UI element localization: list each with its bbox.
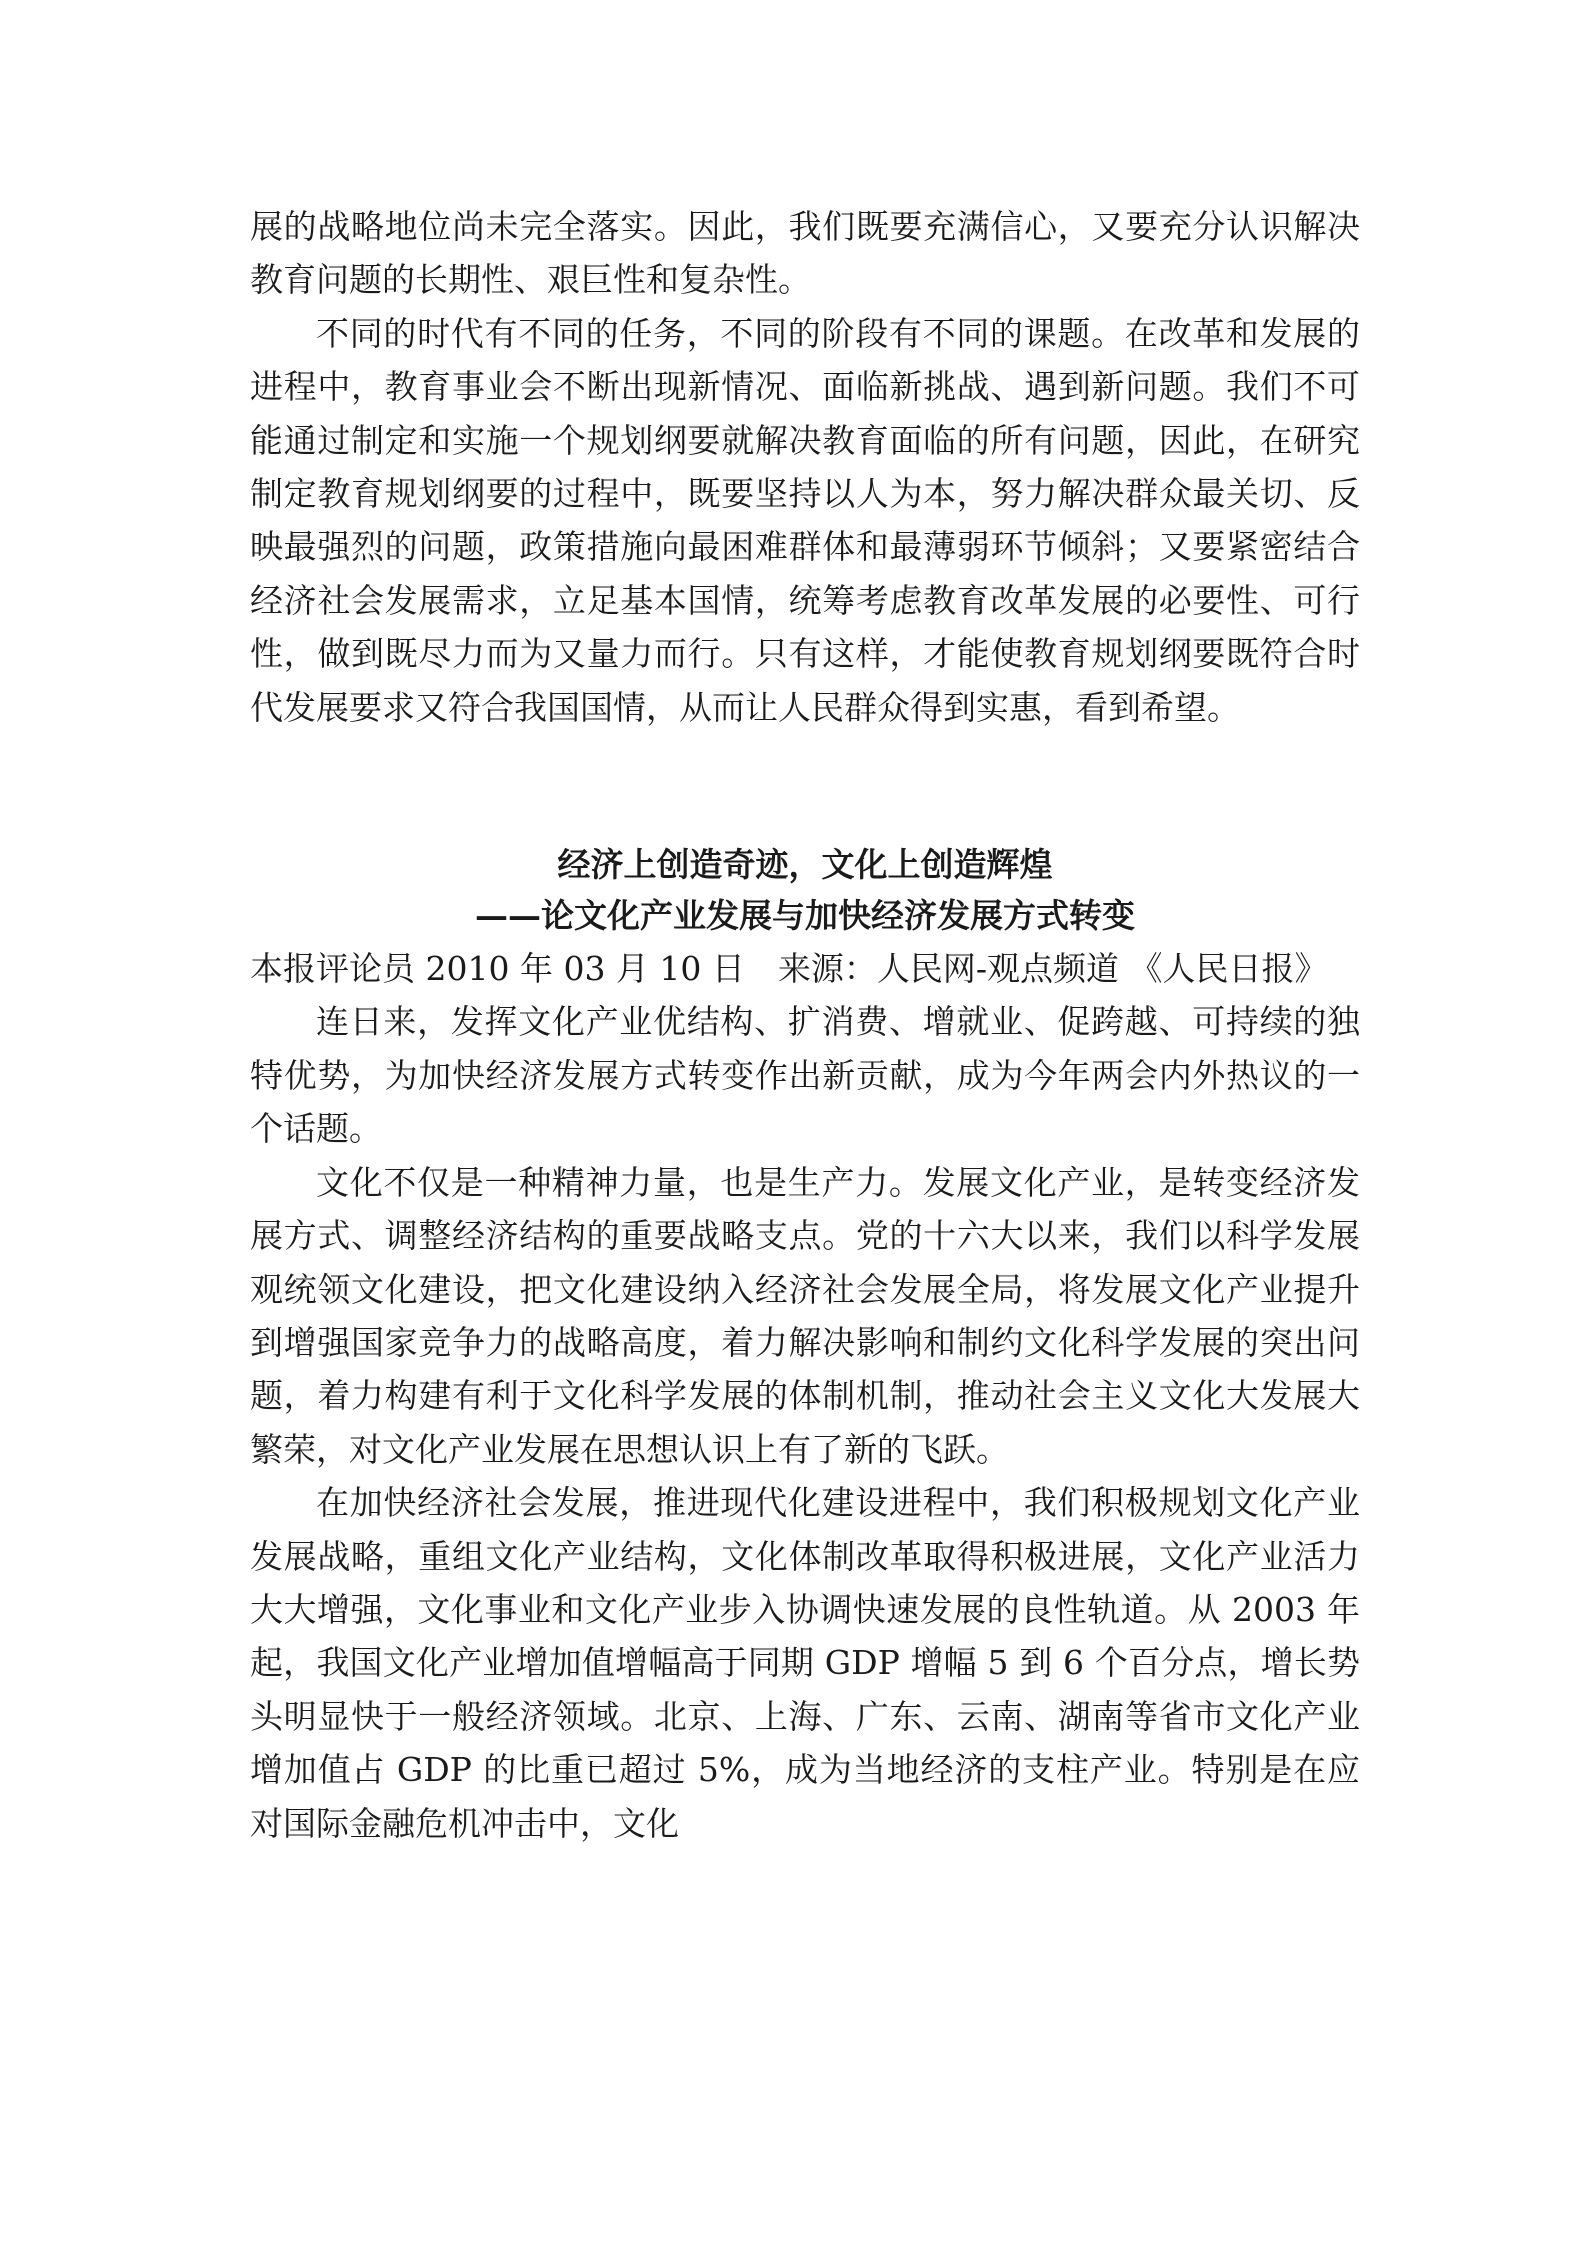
- body-paragraph: 在加快经济社会发展，推进现代化建设进程中，我们积极规划文化产业发展战略，重组文化产业结构，文化体制改革取得积极进展，文化产业活力大大增强，文化事业和文化产业步入协调快速发展的良性轨道。从 2003 年起，我国文化产业增加值增幅高于同期 GDP 增幅 5 到 6 个百分点，增长势头明显快于一般经济领域。北京、上海、广东、云南、湖南等省市文化产业增加值占 GDP 的比重已超过 5%，成为当地经济的支柱产业。特别是在应对国际金融危机冲击中，文化: [250, 1483, 1360, 1843]
- body-paragraph: 展的战略地位尚未完全落实。因此，我们既要充满信心，又要充分认识解决教育问题的长期性、艰巨性和复杂性。: [250, 207, 1360, 300]
- body-paragraph: 文化不仅是一种精神力量，也是生产力。发展文化产业，是转变经济发展方式、调整经济结构的重要战略支点。党的十六大以来，我们以科学发展观统领文化建设，把文化建设纳入经济社会发展全局，将发展文化产业提升到增强国家竞争力的战略高度，着力解决影响和制约文化科学发展的突出问题，着力构建有利于文化科学发展的体制机制，推动社会主义文化大发展大繁荣，对文化产业发展在思想认识上有了新的飞跃。: [250, 1162, 1360, 1469]
- article-subtitle: ——论文化产业发展与加快经济发展方式转变: [475, 896, 1135, 936]
- body-paragraph: 连日来，发挥文化产业优结构、扩消费、增就业、促跨越、可持续的独特优势，为加快经济发展方式转变作出新贡献，成为今年两会内外热议的一个话题。: [250, 1002, 1360, 1149]
- section-gap: [250, 734, 1360, 840]
- document-page: [250, 200, 1360, 1850]
- article-byline: 本报评论员 2010 年 03 月 10 日 来源：人民网-观点频道 《人民日报》: [250, 949, 1328, 989]
- article-title: 经济上创造奇迹，文化上创造辉煌: [557, 845, 1053, 885]
- body-paragraph: 不同的时代有不同的任务，不同的阶段有不同的课题。在改革和发展的进程中，教育事业会不断出现新情况、面临新挑战、遇到新问题。我们不可能通过制定和实施一个规划纲要就解决教育面临的所有问题，因此，在研究制定教育规划纲要的过程中，既要坚持以人为本，努力解决群众最关切、反映最强烈的问题，政策措施向最困难群体和最薄弱环节倾斜；又要紧密结合经济社会发展需求，立足基本国情，统筹考虑教育改革发展的必要性、可行性，做到既尽力而为又量力而行。只有这样，才能使教育规划纲要既符合时代发展要求又符合我国国情，从而让人民群众得到实惠，看到希望。: [250, 313, 1360, 727]
